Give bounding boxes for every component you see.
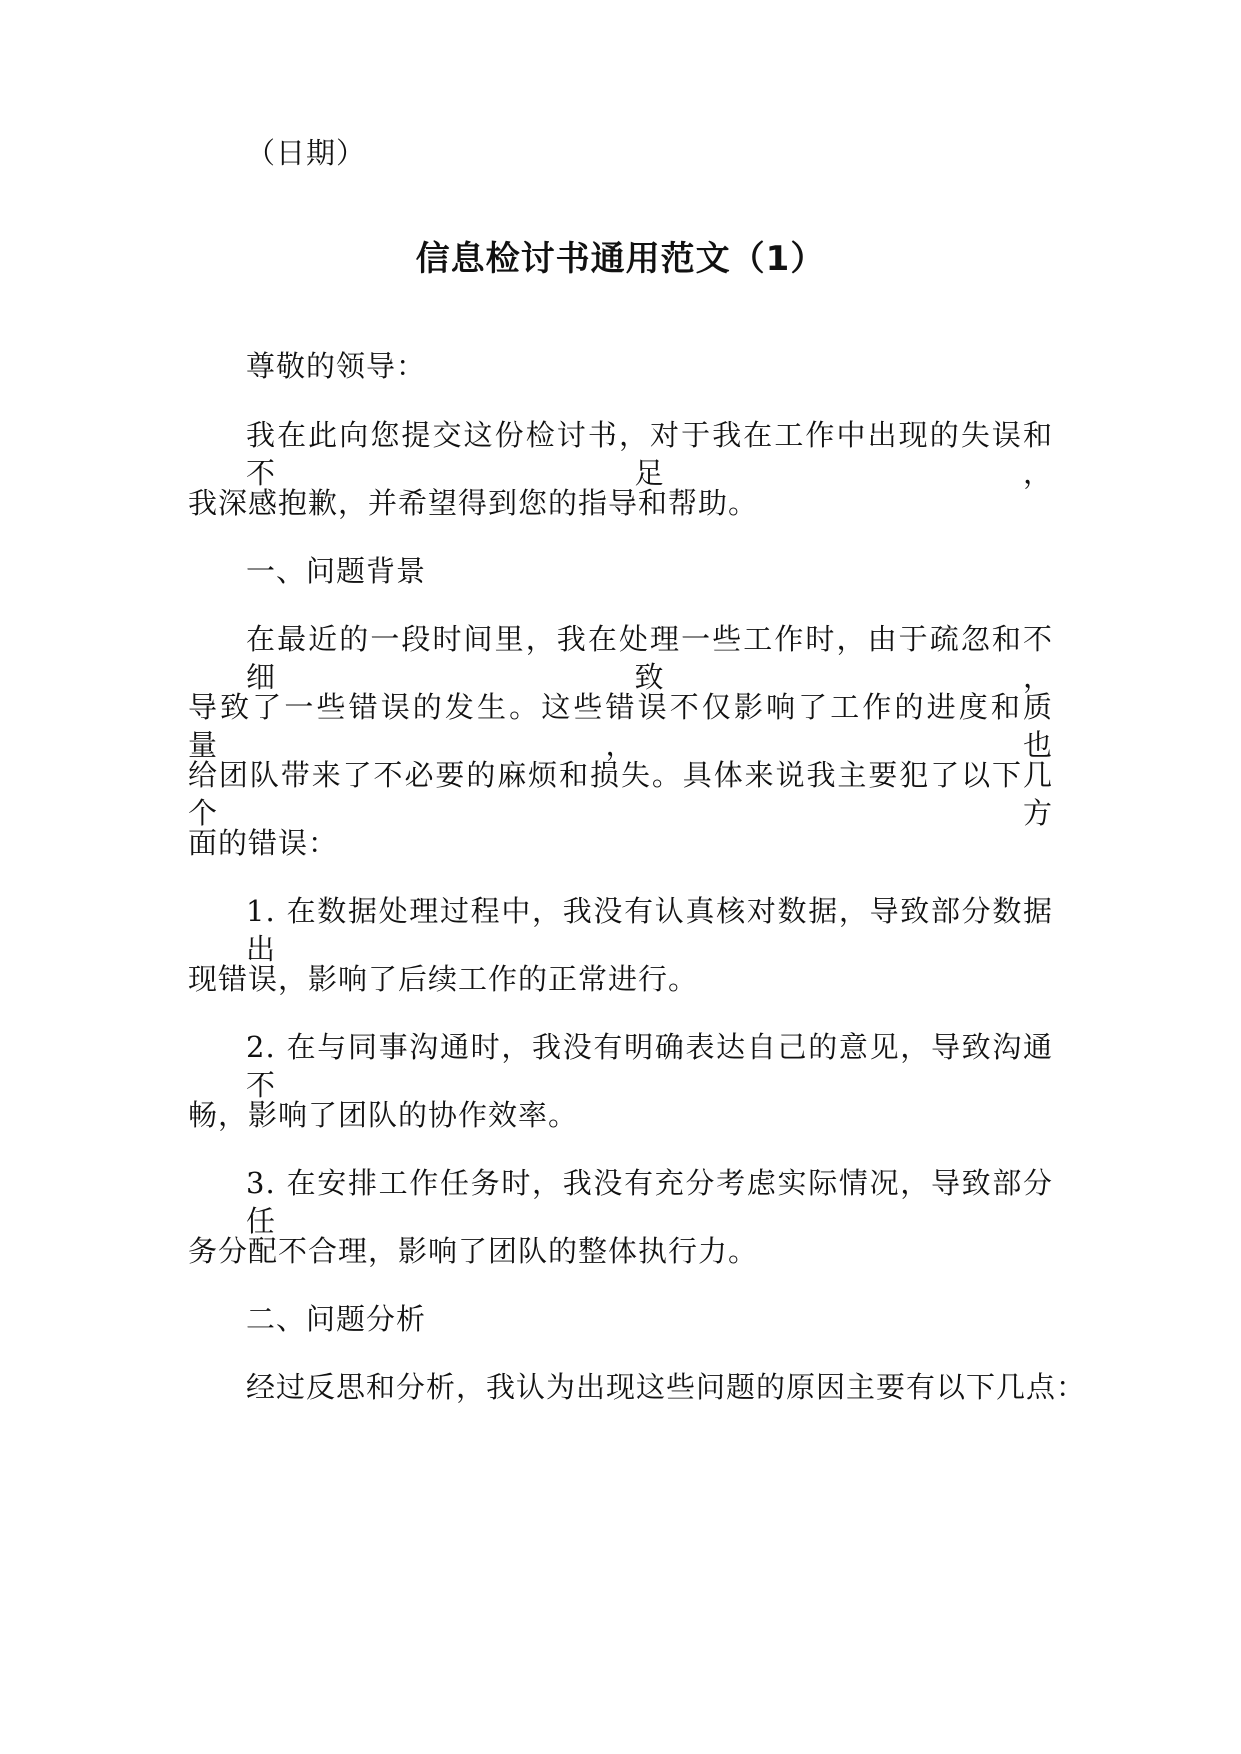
list-item-line: 1. 在数据处理过程中，我没有认真核对数据，导致部分数据出 xyxy=(246,894,1053,966)
paragraph-line: 我深感抱歉，并希望得到您的指导和帮助。 xyxy=(188,486,759,520)
list-item-line: 3. 在安排工作任务时，我没有充分考虑实际情况，导致部分任 xyxy=(246,1166,1053,1238)
section-heading: 二、问题分析 xyxy=(246,1302,427,1336)
section-heading: 一、问题背景 xyxy=(246,554,427,588)
date-label: （日期） xyxy=(246,136,367,170)
paragraph-line: 面的错误： xyxy=(188,826,339,860)
paragraph-line: 给团队带来了不必要的麻烦和损失。具体来说我主要犯了以下几个方 xyxy=(188,758,1053,830)
list-item-line: 2. 在与同事沟通时，我没有明确表达自己的意见，导致沟通不 xyxy=(246,1030,1053,1102)
document-title: 信息检讨书通用范文（1） xyxy=(415,239,826,279)
paragraph-line: 导致了一些错误的发生。这些错误不仅影响了工作的进度和质量，也 xyxy=(188,690,1053,762)
paragraph-line: 我在此向您提交这份检讨书，对于我在工作中出现的失误和不足， xyxy=(246,418,1053,490)
list-item-line: 畅，影响了团队的协作效率。 xyxy=(188,1098,579,1132)
paragraph-line: 在最近的一段时间里，我在处理一些工作时，由于疏忽和不细致， xyxy=(246,622,1053,694)
paragraph-line: 经过反思和分析，我认为出现这些问题的原因主要有以下几点： xyxy=(246,1370,1087,1404)
list-item-line: 务分配不合理，影响了团队的整体执行力。 xyxy=(188,1234,759,1268)
list-item-line: 现错误，影响了后续工作的正常进行。 xyxy=(188,962,699,996)
salutation: 尊敬的领导： xyxy=(246,349,427,383)
